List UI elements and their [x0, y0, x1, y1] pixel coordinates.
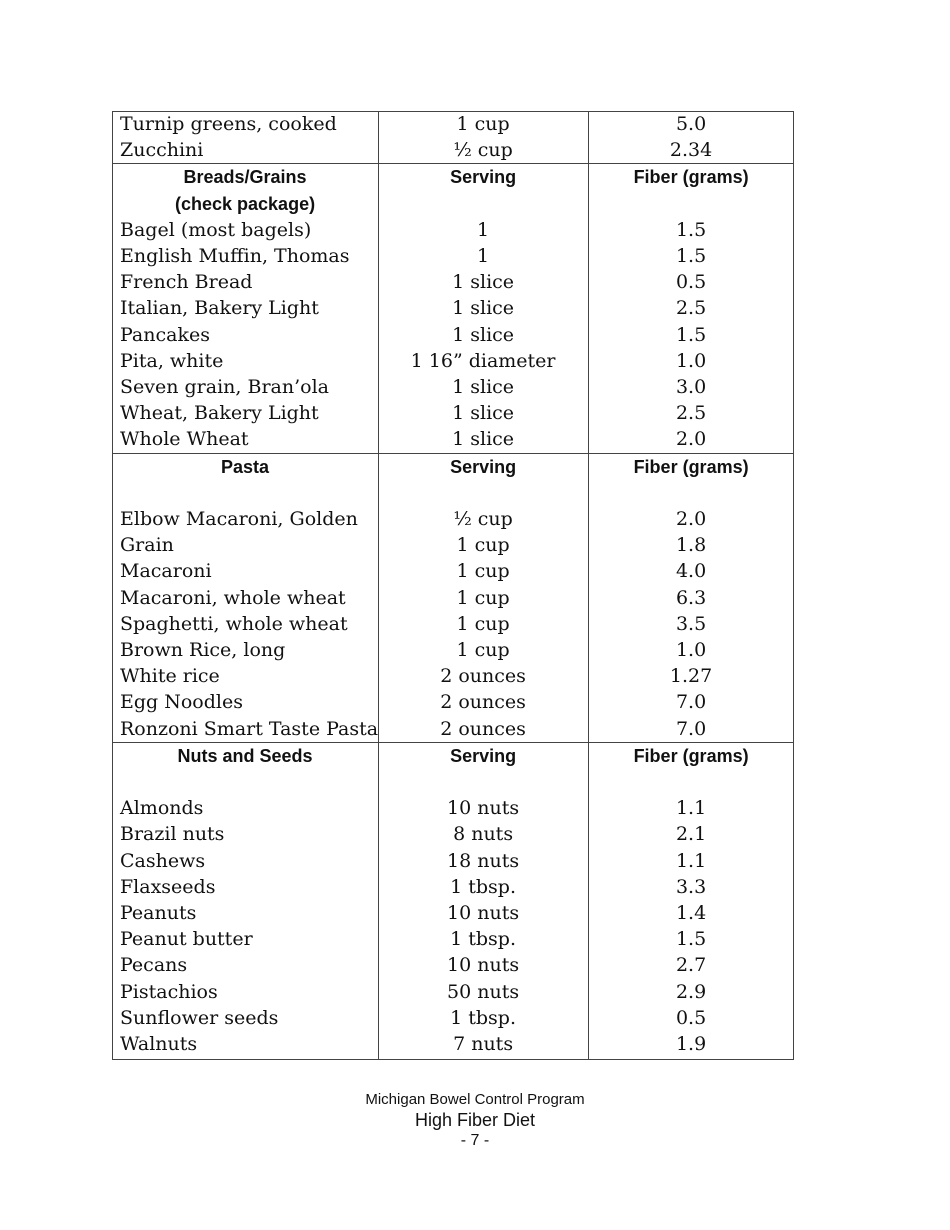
food-name: Grain: [120, 534, 174, 557]
food-name: Whole Wheat: [120, 428, 249, 451]
serving-size: 2 ounces: [440, 665, 526, 688]
serving-size: 1 cup: [456, 560, 510, 583]
section-title: Breads/Grains: [112, 164, 378, 191]
serving-size: 10 nuts: [447, 902, 520, 925]
food-name: Turnip greens, cooked: [120, 113, 337, 135]
empty-cell: [378, 480, 588, 506]
food-name: Pistachios: [120, 980, 218, 1003]
serving-size: 1 16” diameter: [410, 349, 556, 372]
section-title: Nuts and Seeds: [112, 742, 378, 769]
empty-cell: [588, 191, 794, 217]
food-name: Macaroni, whole wheat: [120, 586, 346, 609]
table-border-left: [112, 111, 113, 1059]
serving-size: 1 tbsp.: [450, 1006, 517, 1029]
fiber-grams: 1.5: [675, 928, 707, 951]
fiber-column-header: Fiber (grams): [588, 164, 794, 191]
serving-size: 1 slice: [452, 376, 515, 399]
food-name: Brown Rice, long: [120, 639, 286, 662]
serving-size: 1: [477, 218, 490, 241]
serving-size: 8 nuts: [453, 823, 514, 846]
food-row: [112, 426, 794, 453]
fiber-grams: 1.5: [675, 218, 707, 241]
serving-size: 1 cup: [456, 639, 510, 662]
serving-size: 10 nuts: [447, 954, 520, 977]
fiber-table: [112, 111, 794, 1057]
serving-size: 1 slice: [452, 402, 515, 425]
fiber-grams: 7.0: [675, 717, 707, 740]
food-row: [112, 926, 794, 952]
fiber-grams: 4.0: [675, 560, 707, 583]
fiber-grams: 2.5: [675, 402, 707, 425]
food-row: [112, 348, 794, 374]
food-row: [112, 848, 794, 874]
section-title: Pasta: [112, 453, 378, 480]
serving-size: 1 slice: [452, 323, 515, 346]
serving-size: 1 tbsp.: [450, 928, 517, 951]
serving-size: 10 nuts: [447, 797, 520, 820]
food-row: [112, 637, 794, 663]
food-row: [112, 821, 794, 847]
fiber-grams: 1.4: [675, 902, 707, 925]
food-name: Bagel (most bagels): [120, 218, 312, 241]
section-subtitle: [112, 480, 378, 506]
food-name: Sunflower seeds: [120, 1006, 279, 1029]
food-row: [112, 1005, 794, 1031]
serving-size: 1 cup: [456, 612, 510, 635]
serving-size: ½ cup: [453, 139, 513, 162]
section-subheader-row: [112, 191, 794, 217]
food-name: Seven grain, Bran’ola: [120, 376, 329, 399]
fiber-grams: 1.9: [675, 1033, 707, 1056]
food-row: [112, 400, 794, 426]
food-row: [112, 322, 794, 348]
fiber-grams: 2.5: [675, 297, 707, 320]
footer-title: High Fiber Diet: [414, 1110, 536, 1130]
table-border-top: [112, 111, 794, 112]
serving-size: 1 slice: [452, 297, 515, 320]
serving-size: 1: [477, 245, 490, 268]
fiber-grams: 2.1: [675, 823, 707, 846]
footer-program: Michigan Bowel Control Program: [365, 1091, 585, 1108]
food-row: [112, 217, 794, 243]
serving-column-header: Serving: [378, 164, 588, 191]
table-border-right: [793, 111, 794, 1059]
fiber-grams: 0.5: [675, 1006, 707, 1029]
food-name: Peanuts: [120, 902, 197, 925]
serving-size: 18 nuts: [447, 849, 520, 872]
food-name: Peanut butter: [120, 928, 253, 951]
fiber-grams: 2.0: [675, 508, 707, 531]
food-row: [112, 295, 794, 321]
food-row: [112, 874, 794, 900]
food-row: [112, 506, 794, 532]
section-subheader-row: [112, 769, 794, 795]
empty-cell: [588, 769, 794, 795]
serving-size: 1 slice: [452, 428, 515, 451]
fiber-grams: 2.34: [669, 139, 713, 162]
section-subtitle: (check package): [175, 193, 316, 214]
table-body: [112, 111, 794, 1057]
serving-size: ½ cup: [453, 508, 513, 531]
fiber-grams: 7.0: [675, 691, 707, 714]
fiber-grams: 1.8: [675, 534, 707, 557]
food-row: [112, 532, 794, 558]
column-divider-2: [588, 111, 589, 1059]
fiber-grams: 0.5: [675, 271, 707, 294]
fiber-column-header: Fiber (grams): [588, 742, 794, 769]
food-name: Pita, white: [120, 349, 224, 372]
fiber-grams: 6.3: [675, 586, 707, 609]
food-name: Flaxseeds: [120, 875, 216, 898]
food-name: Walnuts: [120, 1033, 198, 1056]
fiber-column-header: Fiber (grams): [588, 453, 794, 480]
food-row: [112, 663, 794, 689]
food-name: Elbow Macaroni, Golden: [120, 508, 358, 531]
column-divider-1: [378, 111, 379, 1059]
fiber-grams: 3.3: [675, 875, 707, 898]
serving-size: 2 ounces: [440, 717, 526, 740]
page-number: - 7 -: [460, 1132, 490, 1149]
food-row: [112, 611, 794, 637]
food-row: [112, 374, 794, 400]
food-row: [112, 269, 794, 295]
serving-size: 1 tbsp.: [450, 875, 517, 898]
food-name: Spaghetti, whole wheat: [120, 612, 348, 635]
fiber-grams: 1.0: [675, 349, 707, 372]
food-row: [112, 689, 794, 715]
empty-cell: [588, 480, 794, 506]
food-name: English Muffin, Thomas: [120, 245, 350, 268]
serving-size: 7 nuts: [453, 1033, 514, 1056]
food-name: Ronzoni Smart Taste Pasta: [120, 717, 379, 740]
fiber-grams: 2.9: [675, 980, 707, 1003]
food-name: Brazil nuts: [120, 823, 225, 846]
fiber-grams: 5.0: [675, 113, 707, 135]
empty-cell: [378, 769, 588, 795]
fiber-grams: 2.0: [675, 428, 707, 451]
food-row: [112, 979, 794, 1005]
section-header-row: [112, 164, 794, 191]
food-row: [112, 952, 794, 978]
food-name: French Bread: [120, 271, 253, 294]
food-row: [112, 716, 794, 743]
fiber-grams: 2.7: [675, 954, 707, 977]
food-row: [112, 243, 794, 269]
food-row: [112, 900, 794, 926]
fiber-grams: 3.5: [675, 612, 707, 635]
section-subheader-row: [112, 480, 794, 506]
table-border-bottom: [112, 1059, 794, 1060]
food-name: Zucchini: [120, 139, 204, 162]
food-row: [112, 795, 794, 821]
serving-size: 1 cup: [456, 113, 510, 135]
food-name: Cashews: [120, 849, 206, 872]
food-name: Egg Noodles: [120, 691, 243, 714]
food-name: Italian, Bakery Light: [120, 297, 319, 320]
food-name: Wheat, Bakery Light: [120, 402, 319, 425]
section-header-row: [112, 742, 794, 769]
section-subtitle: [112, 769, 378, 795]
food-row: [112, 111, 794, 137]
fiber-grams: 1.0: [675, 639, 707, 662]
food-row: [112, 1031, 794, 1057]
food-name: Macaroni: [120, 560, 212, 583]
fiber-grams: 1.5: [675, 245, 707, 268]
serving-size: 50 nuts: [447, 980, 520, 1003]
serving-column-header: Serving: [378, 742, 588, 769]
food-name: Almonds: [120, 797, 204, 820]
food-row: [112, 585, 794, 611]
serving-size: 2 ounces: [440, 691, 526, 714]
serving-size: 1 slice: [452, 271, 515, 294]
page-footer: [0, 1090, 950, 1151]
fiber-grams: 1.27: [669, 665, 713, 688]
food-name: White rice: [120, 665, 220, 688]
fiber-grams: 1.1: [675, 849, 707, 872]
food-name: Pancakes: [120, 323, 210, 346]
section-header-row: [112, 453, 794, 480]
fiber-grams: 1.1: [675, 797, 707, 820]
fiber-grams: 3.0: [675, 376, 707, 399]
fiber-grams: 1.5: [675, 323, 707, 346]
serving-size: 1 cup: [456, 534, 510, 557]
serving-column-header: Serving: [378, 453, 588, 480]
empty-cell: [378, 191, 588, 217]
food-row: [112, 558, 794, 584]
serving-size: 1 cup: [456, 586, 510, 609]
food-row: [112, 137, 794, 164]
food-name: Pecans: [120, 954, 188, 977]
